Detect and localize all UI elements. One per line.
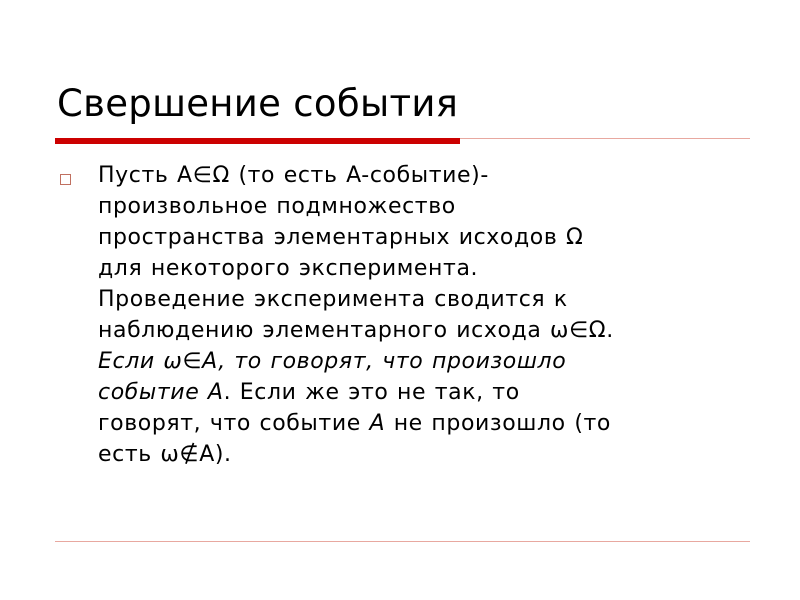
italic-text-run: A: [369, 411, 386, 436]
text-run: Пусть A∈Ω (то есть A-событие)-: [98, 163, 489, 188]
text-line: [98, 439, 748, 470]
title-underline-accent: [55, 138, 460, 144]
italic-text-run: событие A: [98, 380, 224, 405]
text-line: [98, 377, 748, 408]
text-line: [98, 284, 748, 315]
text-line: [98, 160, 748, 191]
bullet-text: [98, 160, 748, 470]
text-run: пространства элементарных исходов Ω: [98, 225, 584, 250]
text-run: говорят, что событие: [98, 411, 370, 436]
text-run: Проведение эксперимента сводится к: [98, 287, 568, 312]
slide-title: Свершение события: [57, 82, 459, 125]
text-line: [98, 222, 748, 253]
text-run: есть ω∉A).: [98, 442, 232, 467]
text-line: [98, 191, 748, 222]
text-line: [98, 253, 748, 284]
text-line: [98, 315, 748, 346]
text-line: [98, 346, 748, 377]
text-run: произвольное подмножество: [98, 194, 456, 219]
hollow-square-bullet-icon: [60, 174, 71, 185]
text-run: для некоторого эксперимента.: [98, 256, 479, 281]
italic-text-run: Если ω∈A, то говорят, что произошло: [98, 349, 567, 374]
text-run: не произошло (то: [385, 411, 611, 436]
footer-rule: [55, 541, 750, 542]
text-run: . Если же это не так, то: [223, 380, 520, 405]
text-run: наблюдению элементарного исхода ω∈Ω.: [98, 318, 614, 343]
text-line: [98, 408, 748, 439]
title-underline-rule: [460, 138, 750, 139]
